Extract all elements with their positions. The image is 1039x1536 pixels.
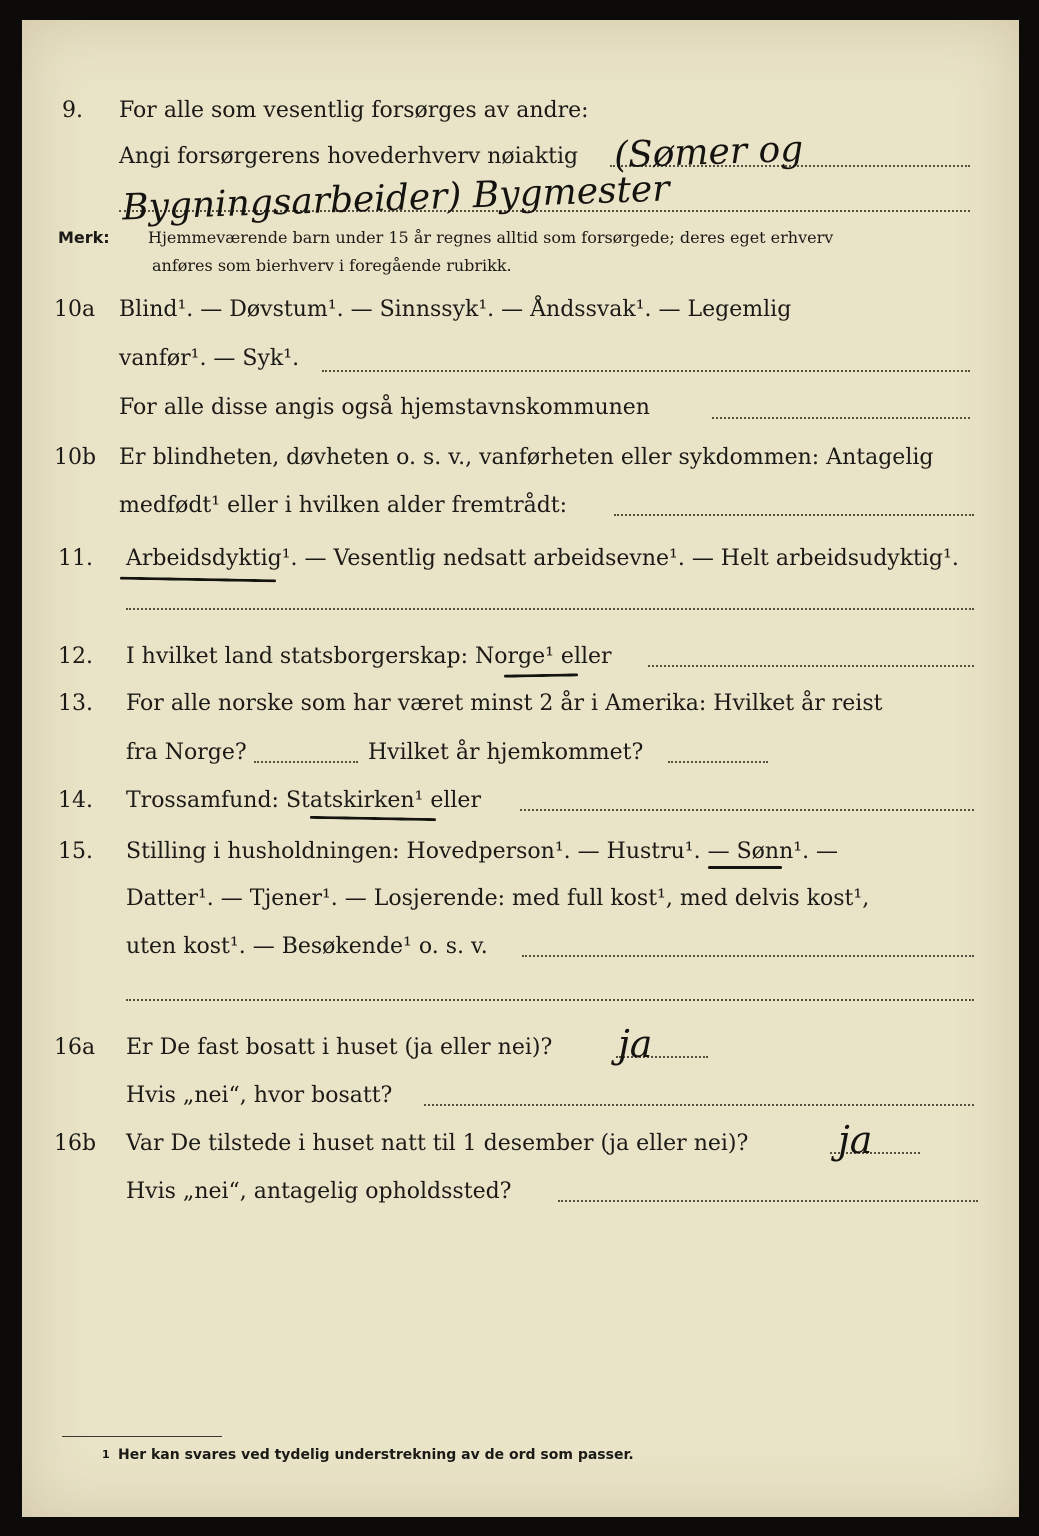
- q16a-line1: Er De fast bosatt i huset (ja eller nei)?: [126, 1035, 553, 1060]
- q16b-number: 16b: [54, 1131, 97, 1156]
- q10a-line2: vanfør¹. — Syk¹.: [119, 346, 300, 371]
- q12-number: 12.: [58, 644, 93, 669]
- footnote-mark: 1: [102, 1448, 110, 1461]
- q16b-line1: Var De tilstede i huset natt til 1 desember (ja eller nei)?: [126, 1131, 749, 1156]
- q10a-line3: For alle disse angis også hjemstavnskommunen: [119, 395, 650, 420]
- q15-line3-blank: [522, 955, 974, 957]
- q10a-line3-blank: [712, 417, 970, 419]
- q15-number: 15.: [58, 839, 93, 864]
- merk-label: Merk:: [58, 228, 110, 247]
- q13-line1: For alle norske som har været minst 2 år i Amerika: Hvilket år reist: [126, 691, 883, 716]
- q9-answer2-handwritten: Bygningsarbeider) Bygmester: [121, 168, 671, 229]
- q14-number: 14.: [58, 788, 93, 813]
- q15-line3: uten kost¹. — Besøkende¹ o. s. v.: [126, 934, 488, 959]
- q13-number: 13.: [58, 691, 93, 716]
- q15-extra-blank: [126, 999, 974, 1001]
- q11-blank: [126, 608, 974, 610]
- q16a-line2-blank: [424, 1104, 974, 1106]
- q16b-line2: Hvis „nei“, antagelig opholdssted?: [126, 1179, 512, 1204]
- q16a-number: 16a: [54, 1035, 96, 1060]
- merk-line2: anføres som bierhverv i foregående rubrikk.: [152, 256, 512, 275]
- q12-blank: [648, 665, 974, 667]
- q11-underline-arbeidsdyktig: [120, 577, 276, 583]
- q9-line1: For alle som vesentlig forsørges av andre:: [119, 98, 589, 123]
- footnote-rule: [62, 1436, 222, 1437]
- q15-line1: Stilling i husholdningen: Hovedperson¹. — Hustru¹. — Sønn¹. —: [126, 839, 839, 864]
- q10b-number: 10b: [54, 445, 97, 470]
- q10a-number: 10a: [54, 297, 96, 322]
- q11-number: 11.: [58, 546, 93, 571]
- q15-underline-hustru: [708, 866, 782, 869]
- q10a-line1: Blind¹. — Døvstum¹. — Sinnssyk¹. — Åndssvak¹. — Legemlig: [119, 297, 792, 322]
- q16b-answer-handwritten: ja: [838, 1118, 873, 1162]
- q10b-line1: Er blindheten, døvheten o. s. v., vanførheten eller sykdommen: Antagelig: [119, 445, 934, 470]
- q15-line2: Datter¹. — Tjener¹. — Losjerende: med full kost¹, med delvis kost¹,: [126, 886, 870, 911]
- merk-line1: Hjemmeværende barn under 15 år regnes alltid som forsørgede; deres eget erhverv: [148, 228, 834, 247]
- q13-line2b: Hvilket år hjemkommet?: [368, 740, 644, 765]
- q10a-line2-blank: [322, 370, 970, 372]
- q14-underline-statskirken: [310, 816, 436, 821]
- q13-line2a: fra Norge?: [126, 740, 247, 765]
- q13-hjemkommet-blank: [668, 761, 768, 763]
- q9-answer1-handwritten: (Sømer og: [613, 128, 804, 177]
- q9-number: 9.: [62, 98, 83, 123]
- footnote-text: Her kan svares ved tydelig understrekning av de ord som passer.: [118, 1447, 634, 1463]
- q10b-line2-blank: [614, 514, 974, 516]
- q9-line2: Angi forsørgerens hovederhverv nøiaktig: [119, 144, 579, 169]
- q12-line1: I hvilket land statsborgerskap: Norge¹ eller: [126, 644, 612, 669]
- q14-line1: Trossamfund: Statskirken¹ eller: [126, 788, 481, 813]
- q12-underline-norge: [504, 673, 578, 677]
- q16b-line2-blank: [558, 1200, 978, 1202]
- q10b-line2: medfødt¹ eller i hvilken alder fremtrådt:: [119, 493, 568, 518]
- q11-line1: Arbeidsdyktig¹. — Vesentlig nedsatt arbeidsevne¹. — Helt arbeidsudyktig¹.: [126, 546, 959, 571]
- q16a-line2: Hvis „nei“, hvor bosatt?: [126, 1083, 393, 1108]
- census-form-page: [22, 20, 1019, 1517]
- q13-reist-blank: [254, 761, 358, 763]
- q14-blank: [520, 809, 974, 811]
- q16a-answer-handwritten: ja: [618, 1022, 653, 1066]
